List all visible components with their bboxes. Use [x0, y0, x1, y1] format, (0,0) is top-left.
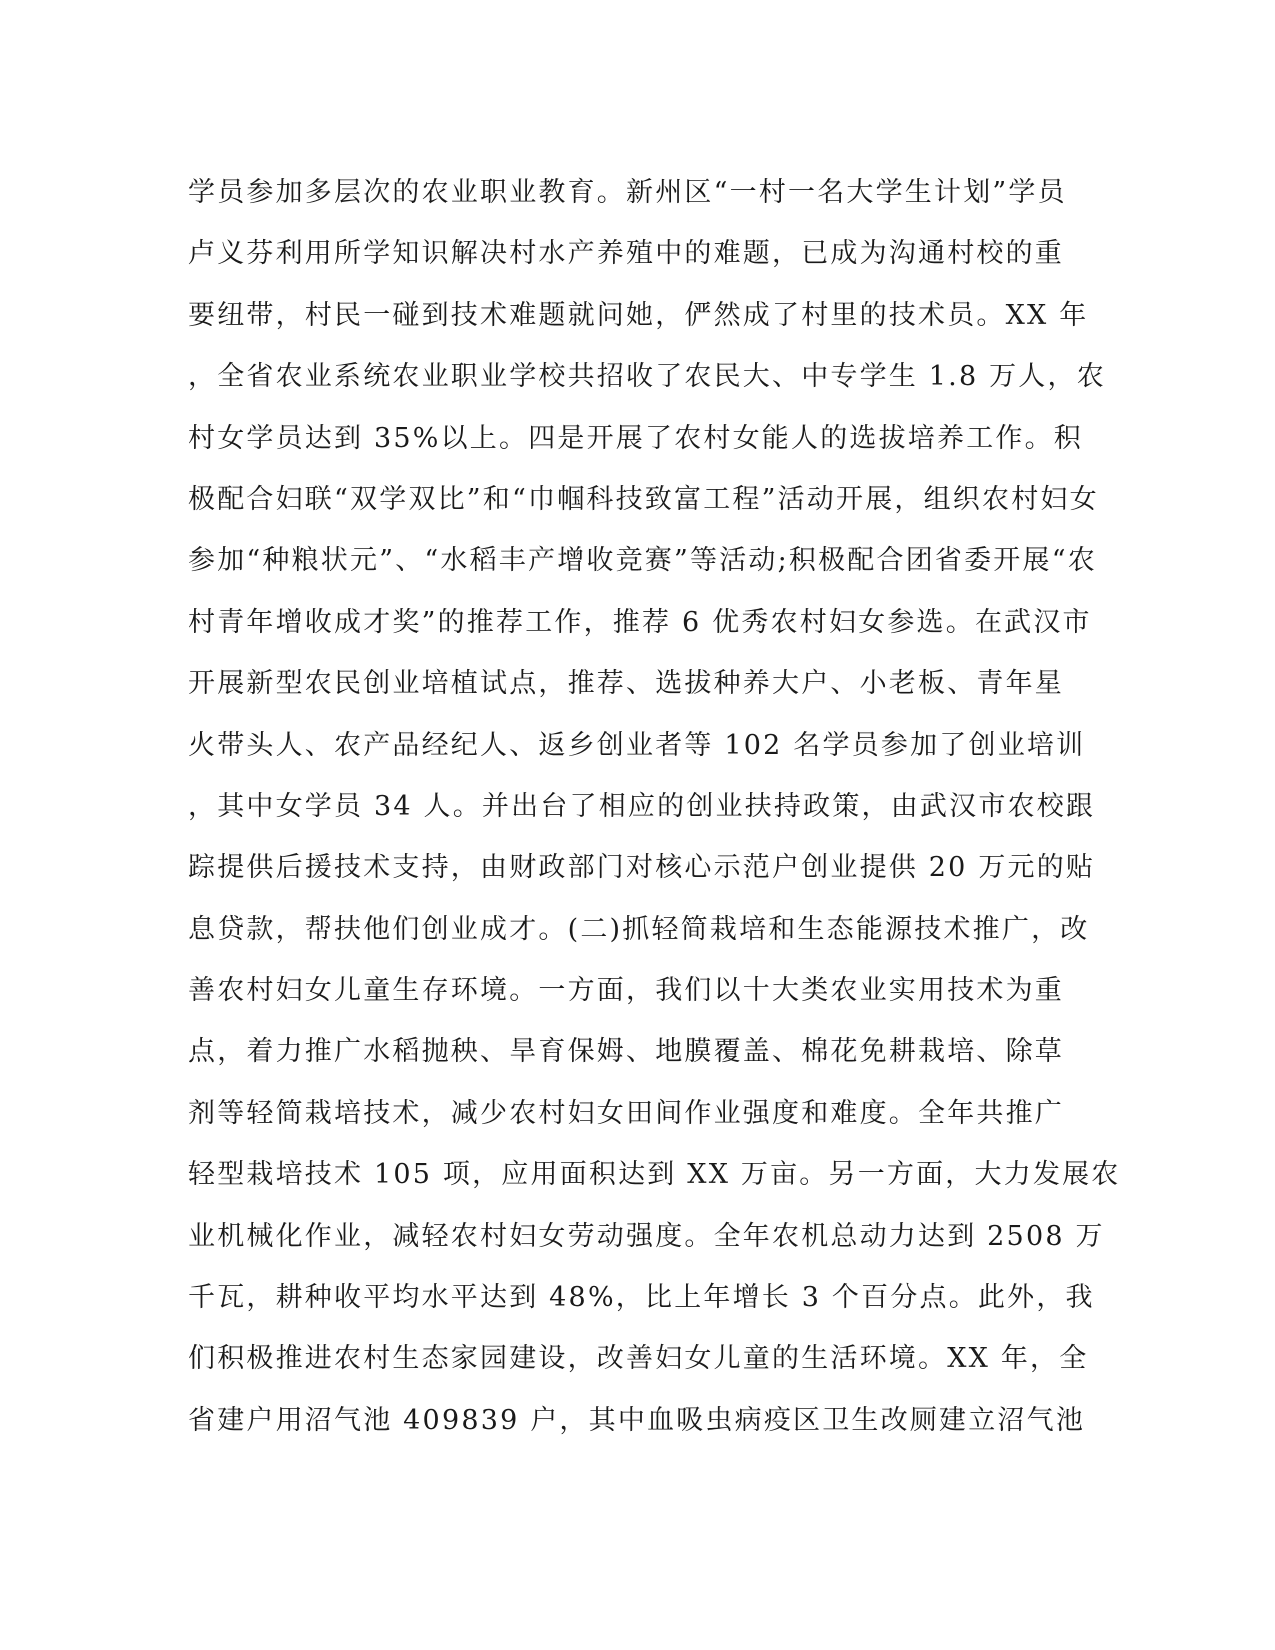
- body-text: [188, 162, 1121, 1451]
- text-line: 千瓦，耕种收平均水平达到 48%，比上年增长 3 个百分点。此外，我: [188, 1282, 1095, 1314]
- text-line: 村青年增收成才奖”的推荐工作，推荐 6 优秀农村妇女参选。在武汉市: [188, 606, 1092, 638]
- text-line: 卢义芬利用所学知识解决村水产养殖中的难题，已成为沟通村校的重: [188, 238, 1064, 270]
- text-line: ，其中女学员 34 人。并出台了相应的创业扶持政策，由武汉市农校跟: [188, 790, 1096, 822]
- text-line: 善农村妇女儿童生存环境。一方面，我们以十大类农业实用技术为重: [188, 975, 1064, 1007]
- text-line: 村女学员达到 35%以上。四是开展了农村女能人的选拔培养工作。积: [188, 422, 1083, 454]
- text-line: 火带头人、农产品经纪人、返乡创业者等 102 名学员参加了创业培训: [188, 729, 1086, 761]
- text-line: 要纽带，村民一碰到技术难题就问她，俨然成了村里的技术员。XX 年: [188, 299, 1089, 331]
- text-line: 业机械化作业，减轻农村妇女劳动强度。全年农机总动力达到 2508 万: [188, 1220, 1105, 1252]
- text-line: 踪提供后援技术支持，由财政部门对核心示范户创业提供 20 万元的贴: [188, 852, 1096, 884]
- text-line: 息贷款，帮扶他们创业成才。(二)抓轻简栽培和生态能源技术推广，改: [188, 913, 1090, 945]
- text-line: 轻型栽培技术 105 项，应用面积达到 XX 万亩。另一方面，大力发展农: [188, 1159, 1121, 1191]
- text-line: ，全省农业系统农业职业学校共招收了农民大、中专学生 1.8 万人，农: [188, 361, 1106, 393]
- text-line: 省建户用沼气池 409839 户，其中血吸虫病疫区卫生改厕建立沼气池: [188, 1404, 1086, 1436]
- text-line: 极配合妇联“双学双比”和“巾帼科技致富工程”活动开展，组织农村妇女: [188, 483, 1099, 515]
- text-line: 学员参加多层次的农业职业教育。新州区“一村一名大学生计划”学员: [188, 177, 1067, 208]
- text-line: 参加“种粮状元”、“水稻丰产增收竞赛”等活动;积极配合团省委开展“农: [188, 545, 1097, 577]
- text-line: 开展新型农民创业培植试点，推荐、选拔种养大户、小老板、青年星: [188, 668, 1064, 700]
- text-line: 们积极推进农村生态家园建设，改善妇女儿童的生活环境。XX 年，全: [188, 1343, 1089, 1375]
- text-line: 剂等轻简栽培技术，减少农村妇女田间作业强度和难度。全年共推广: [188, 1097, 1064, 1129]
- text-line: 点，着力推广水稻抛秧、旱育保姆、地膜覆盖、棉花免耕栽培、除草: [188, 1036, 1064, 1068]
